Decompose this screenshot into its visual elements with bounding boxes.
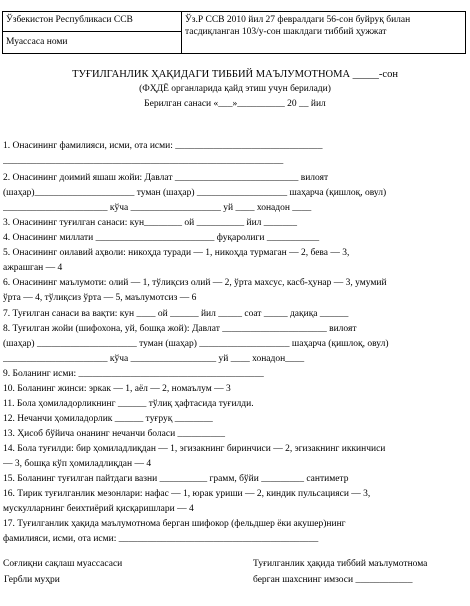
field-child-sex: 10. Боланинг жинси: эркак — 1, аёл — 2, номаълум — 3 (3, 383, 231, 394)
field-issuer: 17. Туғилганлик ҳақида маълумотнома берган шифокор (фельдшер ёки акушер)нинг (3, 519, 346, 530)
field-marital-status: 5. Онасининг оилавий аҳволи: никоҳда туради — 1, никоҳда турмаган — 2, бева — 3, (3, 248, 350, 259)
document-title: ТУҒИЛГАНЛИК ҲАҚИДАГИ ТИББИЙ МАЪЛУМОТНОМА _____-сон (72, 69, 398, 80)
ministry-cell: Ўзбекистон Республикаси ССВ (3, 12, 182, 32)
field-pregnancy-number: 12. Нечанчи ҳомиладорлик ______ туғруқ ________ (3, 413, 213, 424)
field-marital-status-cont: ажрашган — 4 (3, 263, 63, 274)
field-weight-height: 15. Боланинг туғилган пайтдаги вазни __________ грамм, бўйи _________ сантиметр (3, 474, 349, 485)
field-mother-residence-cont1: (шаҳар)_____________________ туман (шаҳар) ___________________ шаҳарча (қишлоқ, овул) (3, 188, 387, 199)
field-birth-datetime: 7. Туғилган санаси ва вақти: кун ____ ой ______ йил _____ соат _____ дақиқа ______ (3, 308, 349, 319)
field-birth-place: 8. Туғилган жойи (шифохона, уй, бошқа жой): Давлат ______________________ вилоят (3, 323, 357, 334)
seal-label: Гербли муҳри (4, 575, 60, 585)
field-multiplicity-cont: — 3, бошқа кўп ҳомиладлиқдан — 4 (3, 458, 152, 469)
field-mother-education-cont: ўрта — 4, тўлиқсиз ўрта — 5, маълумотсиз — 6 (3, 293, 197, 304)
field-mother-education: 6. Онасининг маълумоти: олий — 1, тўлиқсиз олий — 2, ўрта махсус, касб-ҳунар — 3, умумий (3, 278, 387, 289)
field-gestation-weeks: 11. Бола ҳомиладорликнинг ______ тўлиқ ҳафтасида туғилди. (3, 398, 254, 409)
field-multiplicity: 14. Бола туғилди: бир ҳомиладлиқдан — 1, эгизакнинг биринчиси — 2, эгизакнинг иккинчиси (3, 443, 386, 454)
field-mother-name-cont: ___________________________________________________________ (3, 156, 284, 167)
field-birth-place-cont1: (шаҳар) _____________________ туман (шаҳар) ___________________ шаҳарча (қишлоқ, овул) (3, 338, 389, 349)
document-subtitle: (ФҲДЁ органларида қайд этиш учун берилади) (139, 84, 331, 94)
institution-label: Соғлиқни сақлаш муассасаси (3, 559, 123, 569)
field-issuer-name: фамилияси, исми, ота исми: __________________________________________ (3, 534, 319, 545)
issuer-label: Туғилганлик ҳақида тиббий маълумотнома (253, 559, 428, 569)
issue-date-line: Берилган санаси «___»__________ 20 __ йил (144, 99, 326, 109)
form-body (3, 140, 465, 548)
field-child-order: 13. Ҳисоб бўйича онанинг нечанчи боласи __________ (3, 428, 226, 439)
field-birth-place-cont2: ______________________ кўча __________________ уй ____ хонадон____ (3, 353, 305, 364)
header-table (2, 11, 466, 54)
field-mother-nationality: 4. Онасининг миллати _________________________ фуқаролиги ___________ (3, 233, 320, 244)
field-child-name: 9. Боланинг исми: _______________________________________ (3, 368, 264, 379)
field-live-birth-criteria: 16. Тирик туғилганлик мезонлари: нафас — 1, юрак уриши — 2, киндик пульсацияси — 3, (3, 489, 371, 500)
field-mother-residence: 2. Онасининг доимий яшаш жойи: Давлат __________________________ вилоят (3, 173, 329, 184)
field-mother-birthdate: 3. Онасининг туғилган санаси: кун________ ой __________ йил _______ (3, 218, 298, 229)
field-mother-name: 1. Онасининг фамилияси, исми, ота исми: _______________________________ (3, 141, 323, 151)
institution-name-cell: Муассаса номи (3, 32, 182, 54)
field-live-birth-criteria-cont: мускулларнинг беихтиёрий қисқаришлари — 4 (3, 504, 194, 515)
field-mother-residence-cont2: ______________________ кўча ___________________ уй ____ хонадон ____ (3, 203, 312, 214)
order-reference-cell: Ўз.Р ССВ 2010 йил 27 февралдаги 56-сон буйруқ билан тасдиқланган 103/у-сон шаклдаги тиббий ҳужжат (182, 12, 466, 54)
issuer-signature-line: берган шахснинг имзоси ____________ (253, 575, 413, 585)
signature-footer (3, 558, 467, 598)
